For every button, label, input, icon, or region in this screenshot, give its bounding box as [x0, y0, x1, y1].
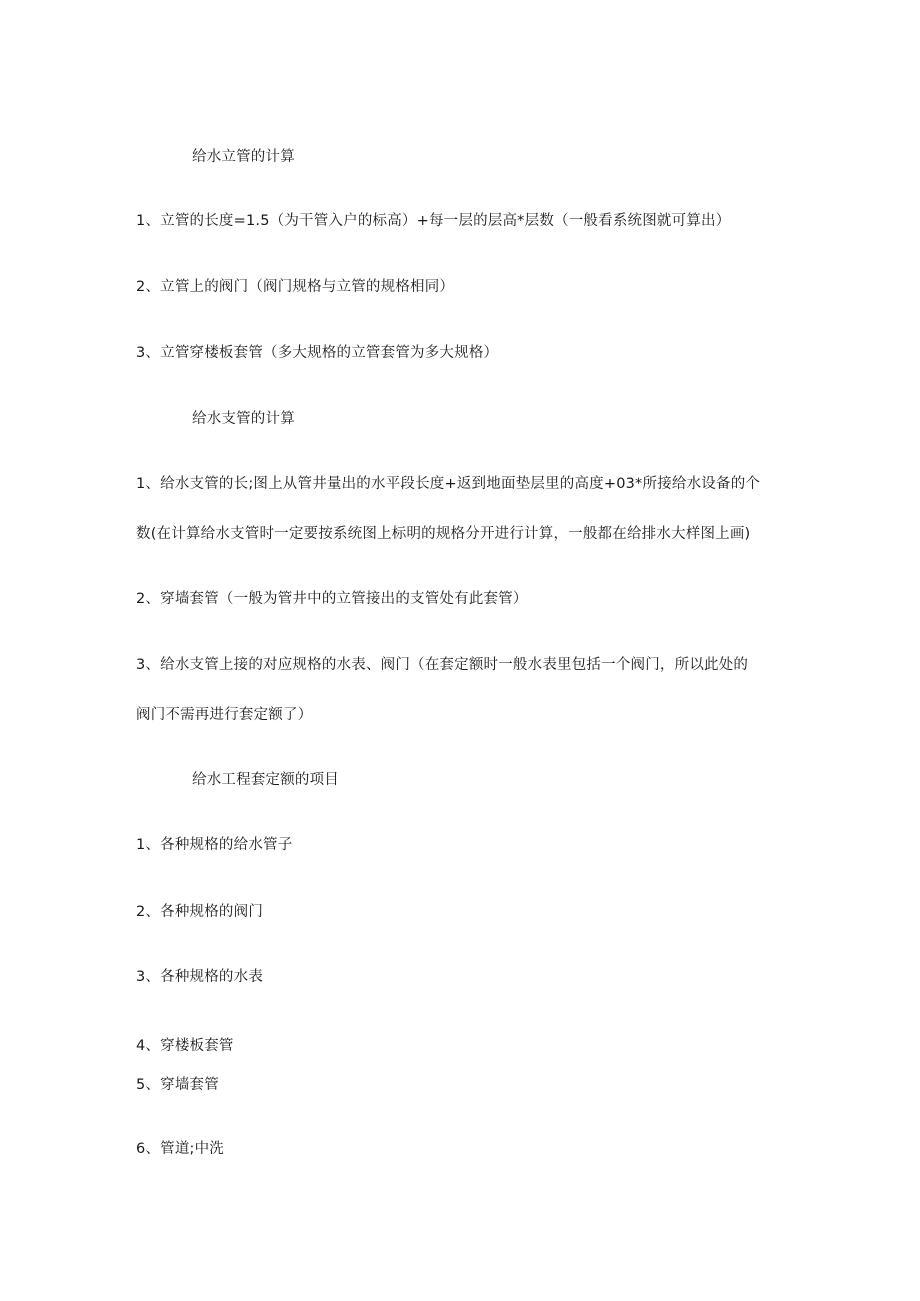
quota-item-floor-sleeve: 4、穿楼板套管 [136, 1038, 234, 1054]
quota-item-meters: 3、各种规格的水表 [136, 969, 264, 985]
section-heading-quota: 给水工程套定额的项目 [192, 772, 339, 788]
branch-item-length-line1: 1、给水支管的长;图上从管井量出的水平段长度+返到地面垫层里的高度+03*所接给水设备的个 [136, 476, 761, 492]
quota-item-pipes: 1、各种规格的给水管子 [136, 837, 293, 853]
branch-item-length-line2: 数(在计算给水支管时一定要按系统图上标明的规格分开进行计算，一般都在给排水大样图上画) [136, 526, 751, 542]
branch-item-meter-line2: 阀门不需再进行套定额了） [136, 707, 313, 723]
riser-item-length: 1、立管的长度=1.5（为干管入户的标高）+每一层的层高*层数（一般看系统图就可算出） [136, 213, 731, 229]
quota-item-valves: 2、各种规格的阀门 [136, 904, 264, 920]
branch-item-meter-line1: 3、给水支管上接的对应规格的水表、阀门（在套定额时一般水表里包括一个阀门，所以此处的 [136, 657, 749, 673]
branch-item-wall-sleeve: 2、穿墙套管（一般为管井中的立管接出的支管处有此套管） [136, 591, 528, 607]
section-heading-branch: 给水支管的计算 [192, 411, 295, 427]
riser-item-floor-sleeve: 3、立管穿楼板套管（多大规格的立管套管为多大规格） [136, 345, 499, 361]
riser-item-valve: 2、立管上的阀门（阀门规格与立管的规格相同） [136, 279, 455, 295]
section-heading-riser: 给水立管的计算 [192, 149, 295, 165]
quota-item-wall-sleeve: 5、穿墙套管 [136, 1077, 219, 1093]
quota-item-flushing: 6、管道;中洗 [136, 1141, 225, 1157]
